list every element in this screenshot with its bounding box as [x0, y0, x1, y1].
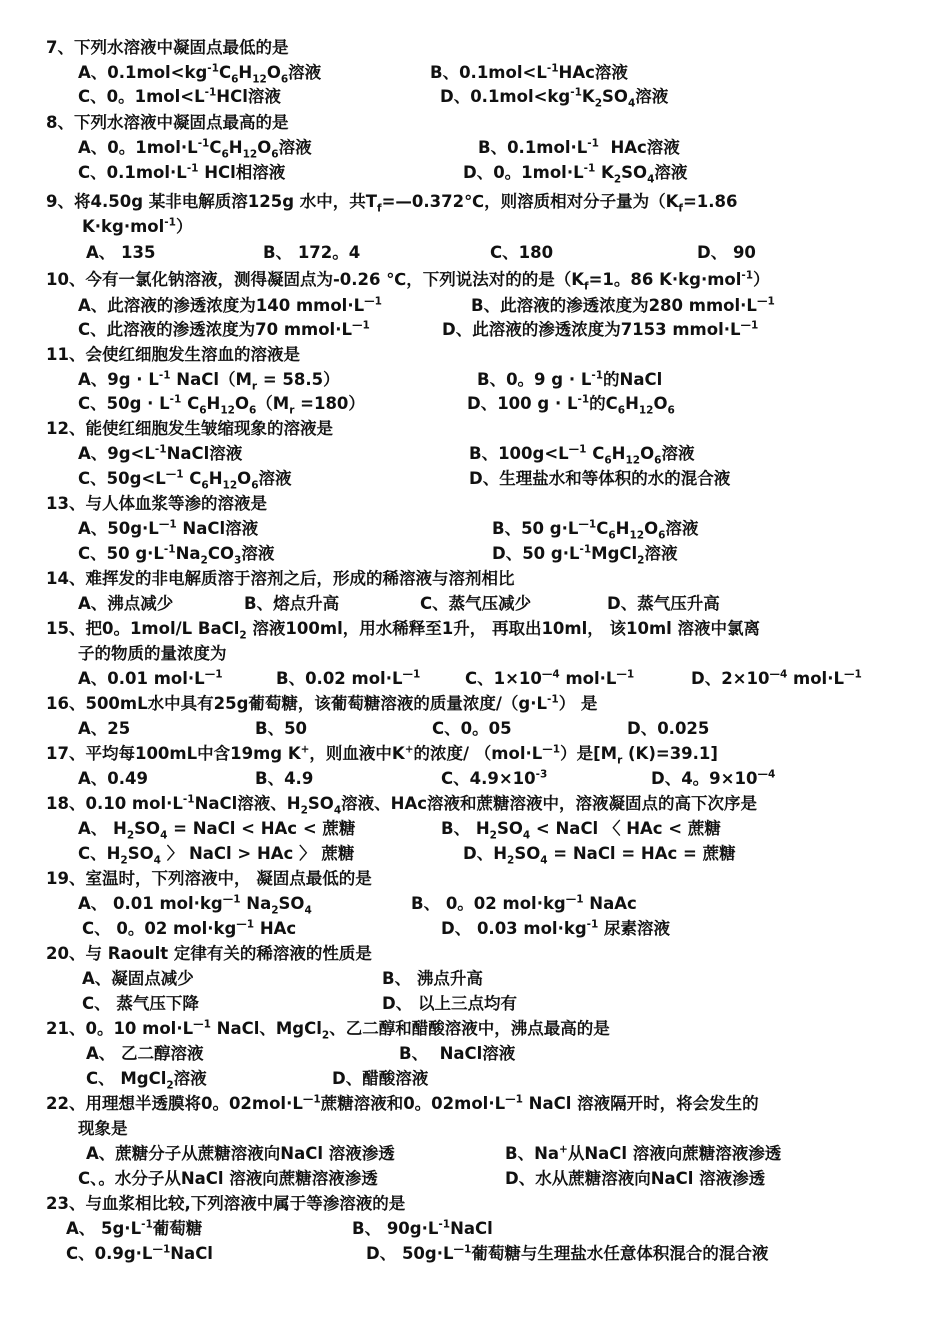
question-stem: 11、会使红细胞发生溶血的溶液是: [46, 345, 300, 364]
question-line: D、此溶液的渗透浓度为7153 $mmol\cdot L^{—1}$: [442, 319, 759, 339]
question-line: C、0。05: [432, 719, 512, 738]
question-stem: 21、0。10 $mol\cdot L^{—1}$ NaCl、MgCl$_2$、乙二醇和醋酸溶液中，沸点最高的是: [46, 1018, 610, 1042]
question-line: A、0.01 $mol\cdot L^{—1}$: [78, 668, 223, 688]
question-line: B、$0.1mol\cdot L^{-1}$ HAc溶液: [478, 137, 680, 157]
question-line: A、蔗糖分子从蔗糖溶液向NaCl 溶液渗透: [86, 1144, 395, 1163]
question-stem: 19、室温时，下列溶液中， 凝固点最低的是: [46, 869, 372, 888]
question-line: C、 MgCl$_2$溶液: [86, 1069, 207, 1092]
question-line: D、$H_2SO_4$ = NaCl = HAc = 蔗糖: [463, 844, 736, 867]
question-line: 现象是: [78, 1119, 128, 1138]
question-line: C、$H_2SO_4$ 〉 NaCl > HAc 〉 蔗糖: [78, 844, 355, 867]
question-line: C、180: [490, 243, 554, 262]
question-stem: 14、难挥发的非电解质溶于溶剂之后，形成的稀溶液与溶剂相比: [46, 569, 515, 588]
question-line: D、 0.03 $mol\cdot kg^{-1}$ 尿素溶液: [441, 918, 671, 938]
question-line: D、$2\times 10^{—4}$ $mol\cdot L^{—1}$: [691, 668, 862, 688]
question-line: C、$50g<L^{—1}$ $C_6H_{12}O_6$溶液: [78, 468, 292, 492]
question-stem: 13、与人体血浆等渗的溶液是: [46, 494, 267, 513]
question-stem: 10、今有一氯化钠溶液，测得凝固点为-0.26 ℃，下列说法对的的是（$K_f=1$。86 K·kg·mol$^{-1}$）: [46, 269, 770, 293]
question-line: A、凝固点减少: [82, 969, 194, 988]
question-line: A、25: [78, 719, 131, 738]
question-line: 子的物质的量浓度为: [78, 644, 227, 663]
question-line: A、 135: [86, 243, 156, 262]
question-line: B、 $90g\cdot L^{-1}NaCl$: [352, 1218, 493, 1238]
question-line: C、 蒸气压下降: [82, 994, 199, 1013]
question-line: C、此溶液的渗透浓度为70 $mmol\cdot L^{—1}$: [78, 319, 370, 339]
question-line: C、$0.9g\cdot L^{—1}NaCl$: [66, 1243, 213, 1263]
question-line: D、4。$9\times 10^{—4}$: [651, 768, 776, 788]
question-line: B、0。9 $g \cdot L^{-1}$的NaCl: [477, 369, 663, 389]
question-line: B、 172。4: [263, 243, 361, 262]
question-line: B、熔点升高: [244, 594, 340, 613]
question-line: A、 0.01 $mol\cdot kg^{—1}$ $Na_2SO_4$: [78, 893, 312, 917]
question-line: B、此溶液的渗透浓度为280 $mmol\cdot L^{—1}$: [471, 295, 775, 315]
question-line: A、0。$1mol\cdot L^{-1}C_6H_{12}O_6$溶液: [78, 137, 312, 161]
question-line: D、50 $g\cdot L^{-1}MgCl_2$溶液: [492, 543, 678, 567]
question-stem: 16、500mL水中具有25g葡萄糖，该葡萄糖溶液的质量浓度$/(g\cdot L^{-1})$ 是: [46, 693, 598, 713]
question-line: C、$50g \cdot L^{-1}$ $C_6H_{12}O_6(M_r =180)$: [78, 393, 365, 417]
question-line: D、0.025: [627, 719, 710, 738]
question-line: D、蒸气压升高: [607, 594, 720, 613]
question-line: B、$0.1mol<L^{-1}HAc$溶液: [430, 62, 628, 82]
question-line: D、生理盐水和等体积的水的混合液: [469, 469, 731, 488]
question-line: C、。水分子从NaCl 溶液向蔗糖溶液渗透: [78, 1169, 378, 1188]
question-line: A、$0.1mol<kg^{-1}C_6H_{12}O_6$溶液: [78, 62, 322, 86]
question-line: D、 $50g\cdot L^{—1}$葡萄糖与生理盐水任意体积混合的混合液: [366, 1243, 769, 1263]
question-line: D、$0.1mol<kg^{-1}K_2SO_4$溶液: [440, 86, 669, 110]
question-line: A、此溶液的渗透浓度为140 $mmol\cdot L^{—1}$: [78, 295, 382, 315]
question-line: D、 90: [697, 243, 756, 262]
question-stem: 12、能使红细胞发生皱缩现象的溶液是: [46, 419, 333, 438]
question-line: B、 $H_2SO_4$ < NaCl 〈 HAc < 蔗糖: [441, 819, 721, 842]
question-line: C、0。$1mol<L^{-1}HCl$溶液: [78, 86, 281, 106]
question-line: D、100 $g \cdot L^{-1}$的$C_6H_{12}O_6$: [467, 393, 675, 417]
question-stem: 15、把0。1mol/L BaCl$_2$ 溶液100ml，用水稀释至1升， 再取出10ml， 该10ml 溶液中氯离: [46, 619, 761, 642]
question-line: B、 NaCl溶液: [399, 1044, 516, 1063]
question-line: C、50 $g\cdot L^{-1}Na_2CO_3$溶液: [78, 543, 275, 567]
question-stem: 18、0.10 $mol\cdot L^{-1}NaCl$溶液、$H_2SO_4$溶液、HAc溶液和蔗糖溶液中，溶液凝固点的高下次序是: [46, 793, 758, 817]
question-line: B、0.02 $mol\cdot L^{—1}$: [276, 668, 421, 688]
question-line: A、0.49: [78, 769, 148, 788]
question-stem: 8、下列水溶液中凝固点最高的是: [46, 113, 289, 132]
question-line: B、$100g<L^{—1}$ $C_6H_{12}O_6$溶液: [469, 443, 695, 467]
question-stem: 20、与 Raoult 定律有关的稀溶液的性质是: [46, 944, 372, 963]
question-line: B、 沸点升高: [382, 969, 483, 988]
question-line: D、水从蔗糖溶液向NaCl 溶液渗透: [505, 1169, 766, 1188]
question-stem: 23、与血浆相比较,下列溶液中属于等渗溶液的是: [46, 1194, 406, 1213]
question-line: B、 0。02 $mol\cdot kg^{—1}$ NaAc: [411, 893, 637, 913]
question-line: A、 $H_2SO_4$ = NaCl < HAc < 蔗糖: [78, 819, 356, 842]
question-line: B、4.9: [255, 769, 314, 788]
question-line: B、Na+从NaCl 溶液向蔗糖溶液渗透: [505, 1143, 782, 1163]
question-line: D、0。$1mol\cdot L^{-1}$ $K_2SO_4$溶液: [463, 162, 688, 186]
question-line: B、50 $g\cdot L^{—1}C_6H_{12}O_6$溶液: [492, 518, 699, 542]
question-line: B、50: [255, 719, 308, 738]
question-line: A、$9g<L^{-1}NaCl$溶液: [78, 443, 243, 463]
question-line: A、 $5g\cdot L^{-1}$葡萄糖: [66, 1218, 203, 1238]
question-stem: 7、下列水溶液中凝固点最低的是: [46, 38, 289, 57]
question-line: C、$1\times 10^{—4}$ $mol\cdot L^{—1}$: [465, 668, 635, 688]
question-line: K·kg·mol$^{-1}$）: [82, 216, 193, 236]
question-line: C、$4.9\times 10^{-3}$: [441, 768, 548, 788]
question-line: C、 0。02 $mol\cdot kg^{—1}$ HAc: [82, 918, 297, 938]
question-stem: 17、平均每100mL中含19mg K+，则血液中K+的浓度/ $(mol\cdot L^{—1})$是[$M_r$ (K)=39.1]: [46, 743, 718, 767]
question-line: A、 乙二醇溶液: [86, 1044, 204, 1063]
question-stem: 9、将4.50g 某非电解质溶125g 水中，共$T_f=—0.372℃$，则溶质相对分子量为（$K_f=1.86$: [46, 192, 738, 215]
question-line: D、醋酸溶液: [332, 1069, 429, 1088]
question-line: A、沸点减少: [78, 594, 174, 613]
question-stem: 22、用理想半透膜将0。$02mol\cdot L^{—1}$蔗糖溶液和0。$02mol\cdot L^{—1}$ NaCl 溶液隔开时，将会发生的: [46, 1093, 759, 1113]
question-line: D、 以上三点均有: [382, 994, 517, 1013]
question-line: A、$50g\cdot L^{—1}$ NaCl溶液: [78, 518, 259, 538]
question-line: A、$9g \cdot L^{-1}$ $NaCl(M_r = 58.5)$: [78, 369, 340, 393]
question-line: C、蒸气压减少: [420, 594, 532, 613]
question-line: C、$0.1mol\cdot L^{-1}$ HCl相溶液: [78, 162, 286, 182]
